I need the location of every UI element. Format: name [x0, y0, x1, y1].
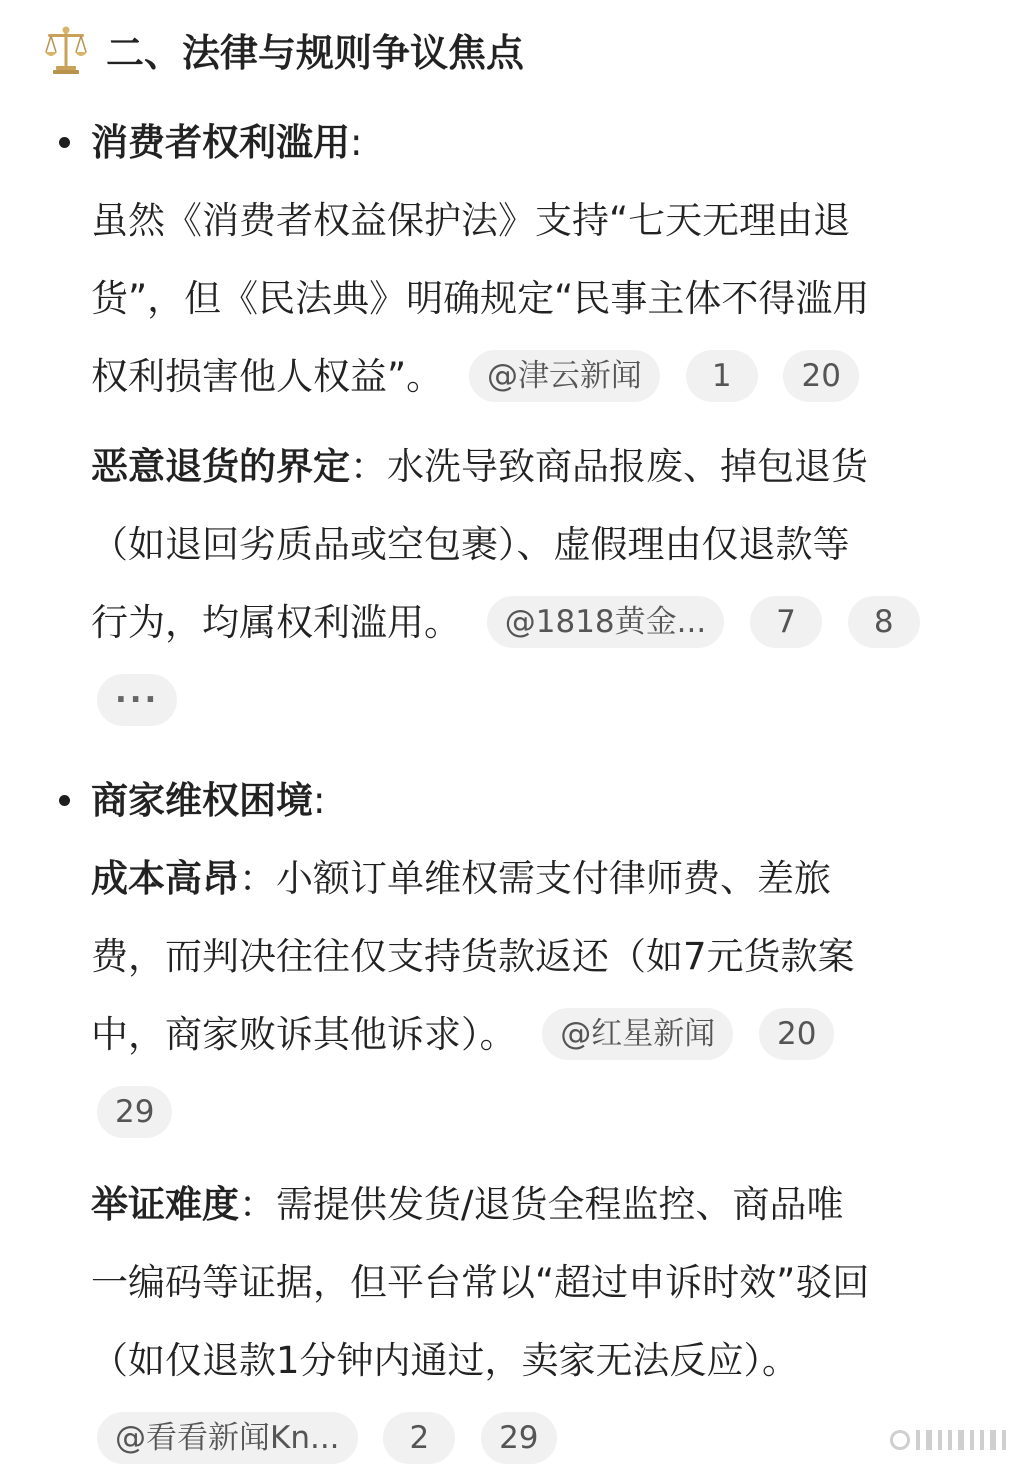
paragraph-line [91, 1166, 843, 1244]
balance-scale-icon [44, 24, 88, 76]
paragraph-line-text: 中，商家败诉其他诉求）。 [91, 1013, 517, 1056]
bullet-title-row [91, 104, 362, 182]
paragraph-line-with-source [91, 584, 920, 662]
bullet-title-row [91, 762, 325, 840]
source-chip[interactable]: @看看新闻Kn... [97, 1412, 358, 1464]
paragraph-line-with-source [91, 338, 859, 416]
source-row [97, 1400, 557, 1478]
citation-count-chip[interactable]: 20 [759, 1008, 834, 1060]
source-chip[interactable]: @红星新闻 [542, 1008, 733, 1060]
citation-count-chip[interactable]: 20 [783, 350, 858, 402]
more-row [97, 662, 177, 740]
paragraph-line [91, 840, 831, 918]
paragraph-line: 货”，但《民法典》明确规定“民事主体不得滥用 [91, 277, 870, 320]
paragraph-line [91, 428, 868, 506]
bullet-title: 消费者权利滥用 [91, 121, 350, 164]
chip-overflow-row [97, 1074, 172, 1152]
bullet-dot [59, 137, 70, 148]
citation-count-chip[interactable]: 29 [97, 1086, 172, 1138]
bullet-dot [59, 795, 70, 806]
paragraph-line-text: 行为，均属权利滥用。 [91, 601, 461, 644]
more-sources-button[interactable]: ··· [97, 674, 177, 726]
paragraph-line: 费，而判决往往仅支持货款返还（如7元货款案 [91, 935, 855, 978]
paragraph-line-text: ：需提供发货/退货全程监控、商品唯 [239, 1183, 844, 1226]
paragraph-label: 举证难度 [91, 1183, 239, 1226]
paragraph-line-text: ：小额订单维权需支付律师费、差旅 [239, 857, 831, 900]
citation-count-chip[interactable]: 8 [848, 596, 920, 648]
citation-count-chip[interactable]: 7 [750, 596, 822, 648]
paragraph-label: 恶意退货的界定 [91, 445, 350, 488]
source-chip[interactable]: @津云新闻 [469, 350, 660, 402]
paragraph-line: 一编码等证据，但平台常以“超过申诉时效”驳回 [91, 1261, 870, 1304]
paragraph-label: 成本高昂 [91, 857, 239, 900]
watermark-bars-icon [890, 1430, 1006, 1450]
paragraph-line: （如仅退款1分钟内通过，卖家无法反应）。 [91, 1339, 800, 1382]
paragraph-line: （如退回劣质品或空包裹）、虚假理由仅退款等 [91, 523, 850, 566]
bullet-colon: : [313, 779, 326, 822]
citation-count-chip[interactable]: 1 [686, 350, 758, 402]
section-title: 二、法律与规则争议焦点 [106, 31, 525, 75]
bullet-colon: : [350, 121, 363, 164]
paragraph-line-with-source [91, 996, 834, 1074]
bullet-title: 商家维权困境 [91, 779, 313, 822]
paragraph-line-text: 权利损害他人权益”。 [91, 355, 444, 398]
citation-count-chip[interactable]: 2 [383, 1412, 455, 1464]
source-chip[interactable]: @1818黄金... [487, 596, 724, 648]
paragraph-line-text: ：水洗导致商品报废、掉包退货 [350, 445, 868, 488]
paragraph-line: 虽然《消费者权益保护法》支持“七天无理由退 [91, 199, 851, 242]
citation-count-chip[interactable]: 29 [481, 1412, 556, 1464]
section-heading [44, 22, 524, 77]
